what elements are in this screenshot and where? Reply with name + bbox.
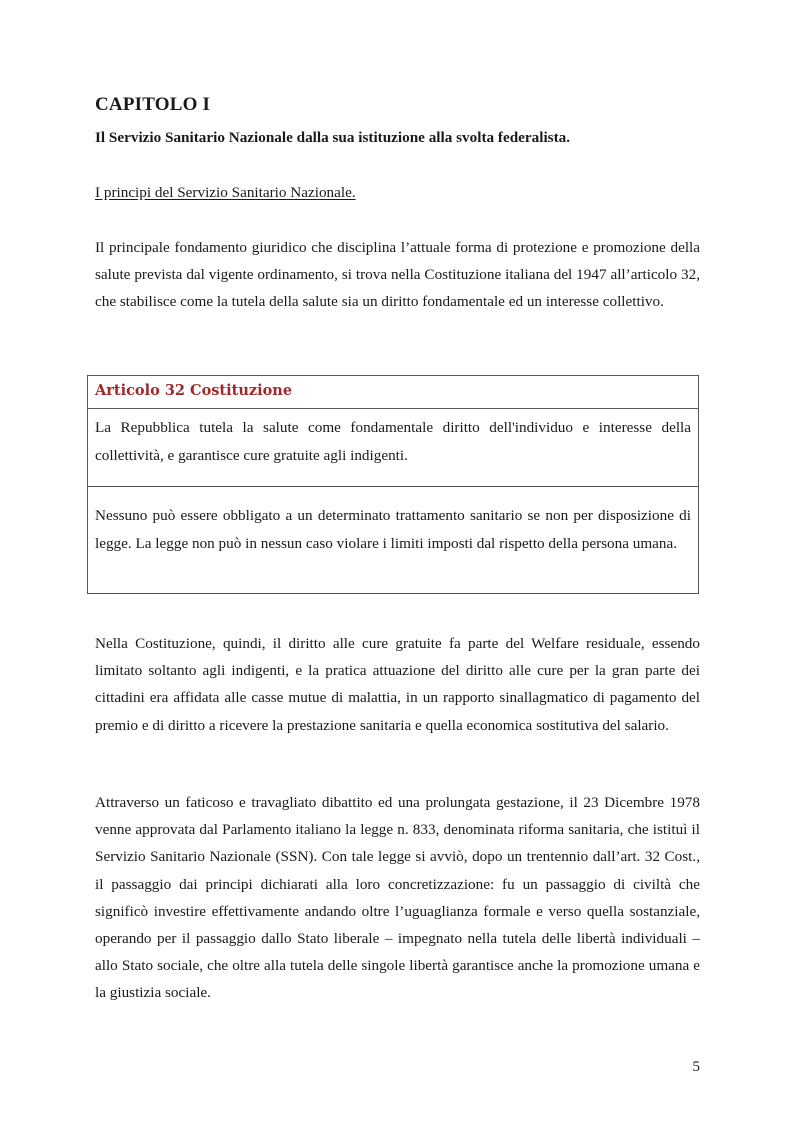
section-heading: I principi del Servizio Sanitario Nazionale. bbox=[95, 184, 356, 201]
chapter-title: CAPITOLO I bbox=[95, 94, 211, 115]
paragraph-welfare: Nella Costituzione, quindi, il diritto alle cure gratuite fa parte del Welfare residuale, essendo limitato soltanto agli indigenti, e la pratica attuazione del diritto alle cure per la gran parte dei cittadini era affidata alle casse mutue di malattia, in un rapporto sinallagmatico di pagamento del premio e di diritto a ricevere la prestazione sanitaria e quella economica sostitutiva del salario. bbox=[95, 635, 700, 734]
article-clause-2 bbox=[88, 487, 698, 593]
chapter-subtitle: Il Servizio Sanitario Nazionale dalla sua istituzione alla svolta federalista. bbox=[95, 129, 571, 146]
paragraph-intro: Il principale fondamento giuridico che disciplina l’attuale forma di protezione e promozione della salute prevista dal vigente ordinamento, si trova nella Costituzione italiana del 1947 all’articolo 32, che stabilisce come la tutela della salute sia un diritto fondamentale ed un interesse collettivo. bbox=[95, 239, 700, 311]
article-clause-2-text: Nessuno può essere obbligato a un determinato trattamento sanitario se non per disposizione di legge. La legge non può in nessun caso violare i limiti imposti dal rispetto della persona umana. bbox=[95, 507, 691, 552]
paragraph-riforma: Attraverso un faticoso e travagliato dibattito ed una prolungata gestazione, il 23 Dicembre 1978 venne approvata dal Parlamento italiano la legge n. 833, denominata riforma sanitaria, che istituì il Servizio Sanitario Nazionale (SSN). Con tale legge si avviò, dopo un trentennio dall’art. 32 Cost., il passaggio dai principi dichiarati alla loro concretizzazione: fu un passaggio di civiltà che significò investire effettivamente andando oltre l’uguaglianza formale e verso quella sostanziale, operando per il passaggio dallo Stato liberale – impegnato nella tutela delle libertà individuali – allo Stato sociale, che oltre alla tutela delle singole libertà garantisce anche la promozione umana e la giustizia sociale. bbox=[95, 794, 700, 1002]
document-page bbox=[95, 0, 700, 1123]
article-clause-1 bbox=[88, 409, 698, 487]
article-32-box bbox=[87, 375, 699, 594]
article-clause-1-text: La Repubblica tutela la salute come fondamentale diritto dell'individuo e interesse della collettività, e garantisce cure gratuite agli indigenti. bbox=[95, 419, 691, 464]
page-number: 5 bbox=[692, 1058, 700, 1075]
article-box-heading: Articolo 32 Costituzione bbox=[88, 376, 698, 409]
